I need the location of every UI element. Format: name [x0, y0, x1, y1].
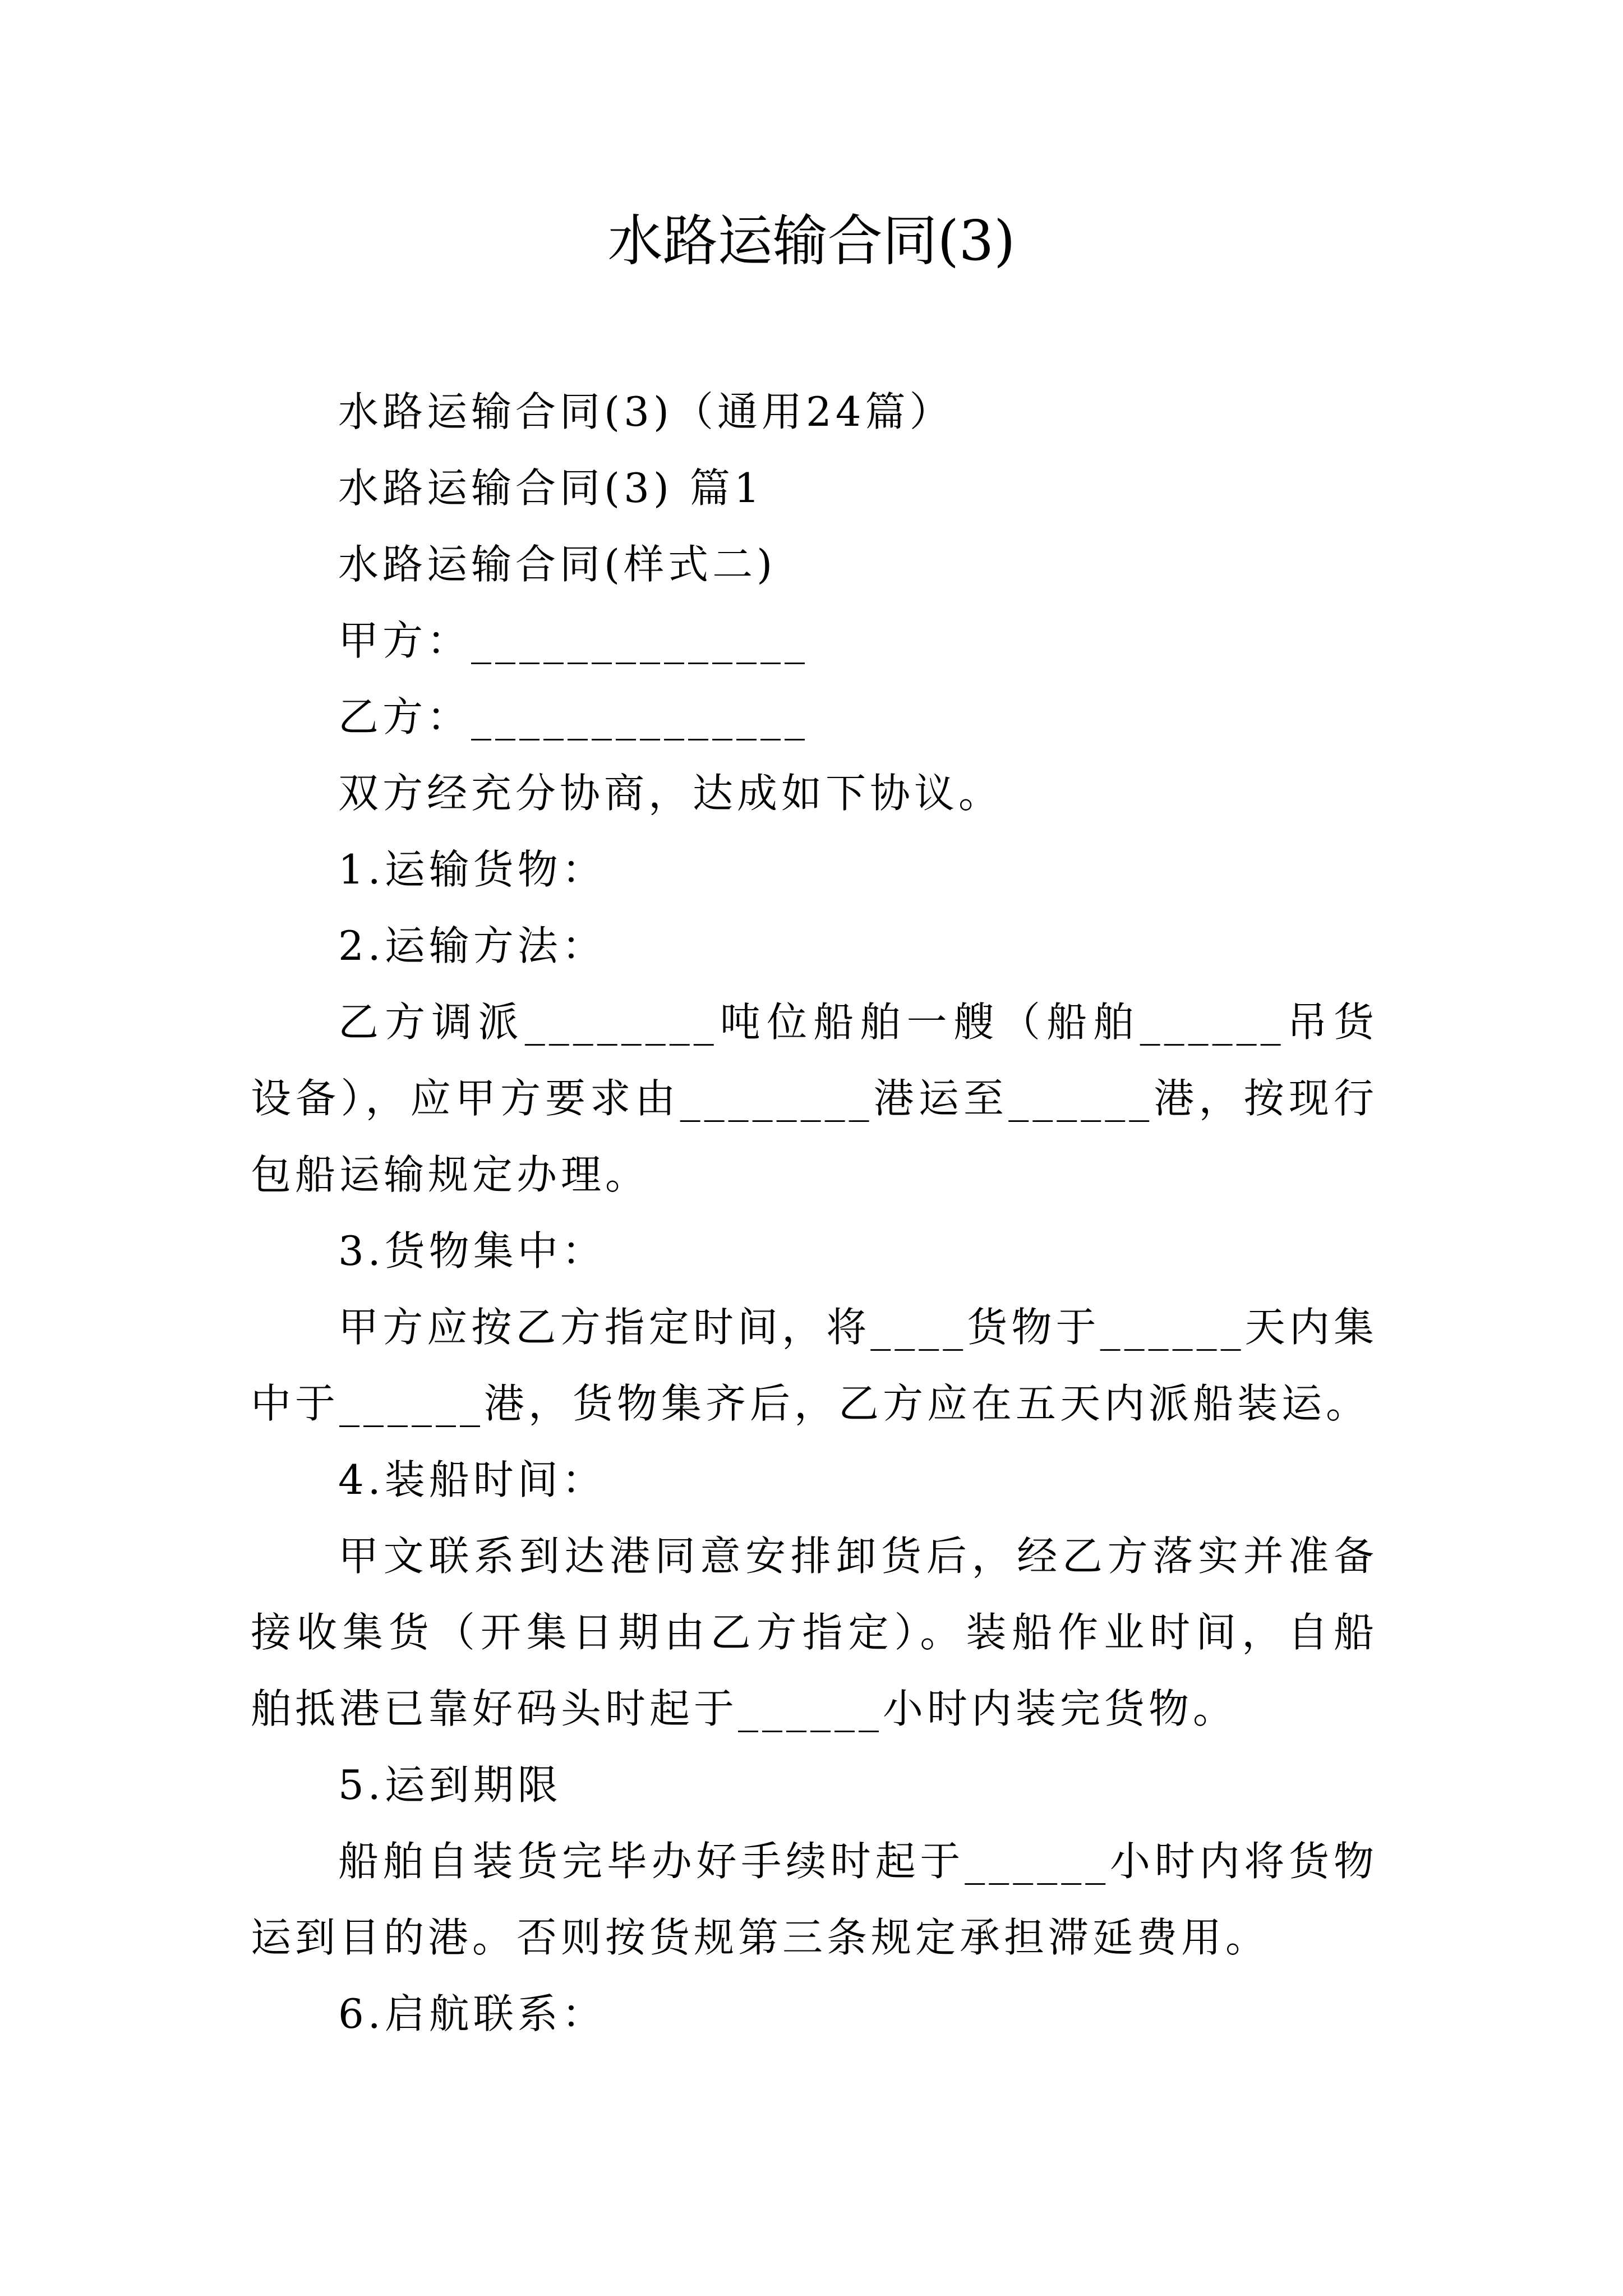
- clause-heading-5: 5.运到期限: [338, 1761, 562, 1809]
- clause-heading-2: 2.运输方法：: [338, 922, 606, 969]
- paragraph-subtitle: 水路运输合同(3)（通用24篇）: [338, 388, 954, 435]
- document-title: 水路运输合同(3): [607, 209, 1016, 273]
- document-body: [251, 374, 1378, 2052]
- clause-body-5: 船舶自装货完毕办好手续时起于______小时内将货物运到目的港。否则按货规第三条规定承担滞延费用。: [251, 1838, 1378, 1961]
- paragraph-form-name: 水路运输合同(样式二): [338, 541, 777, 588]
- clause-body-3: 甲方应按乙方指定时间，将____货物于______天内集中于______港，货物集齐后，乙方应在五天内派船装运。: [251, 1304, 1378, 1427]
- clause-body-4: 甲文联系到达港同意安排卸货后，经乙方落实并准备接收集货（开集日期由乙方指定）。装船作业时间，自船舶抵港已靠好码头时起于______小时内装完货物。: [251, 1533, 1378, 1732]
- paragraph-agreement: 双方经充分协商，达成如下协议。: [338, 770, 1003, 817]
- paragraph-article-heading: 水路运输合同(3) 篇1: [338, 464, 764, 512]
- clause-heading-6: 6.启航联系：: [338, 1990, 606, 2037]
- clause-heading-4: 4.装船时间：: [338, 1456, 606, 1503]
- clause-body-2: 乙方调派________吨位船舶一艘（船舶______吊货设备），应甲方要求由________港运至______港，按现行包船运输规定办理。: [251, 999, 1378, 1198]
- party-b-line: 乙方：______________: [338, 693, 809, 740]
- clause-heading-1: 1.运输货物：: [338, 846, 606, 893]
- clause-heading-3: 3.货物集中：: [338, 1227, 606, 1274]
- party-a-line: 甲方：______________: [338, 617, 809, 664]
